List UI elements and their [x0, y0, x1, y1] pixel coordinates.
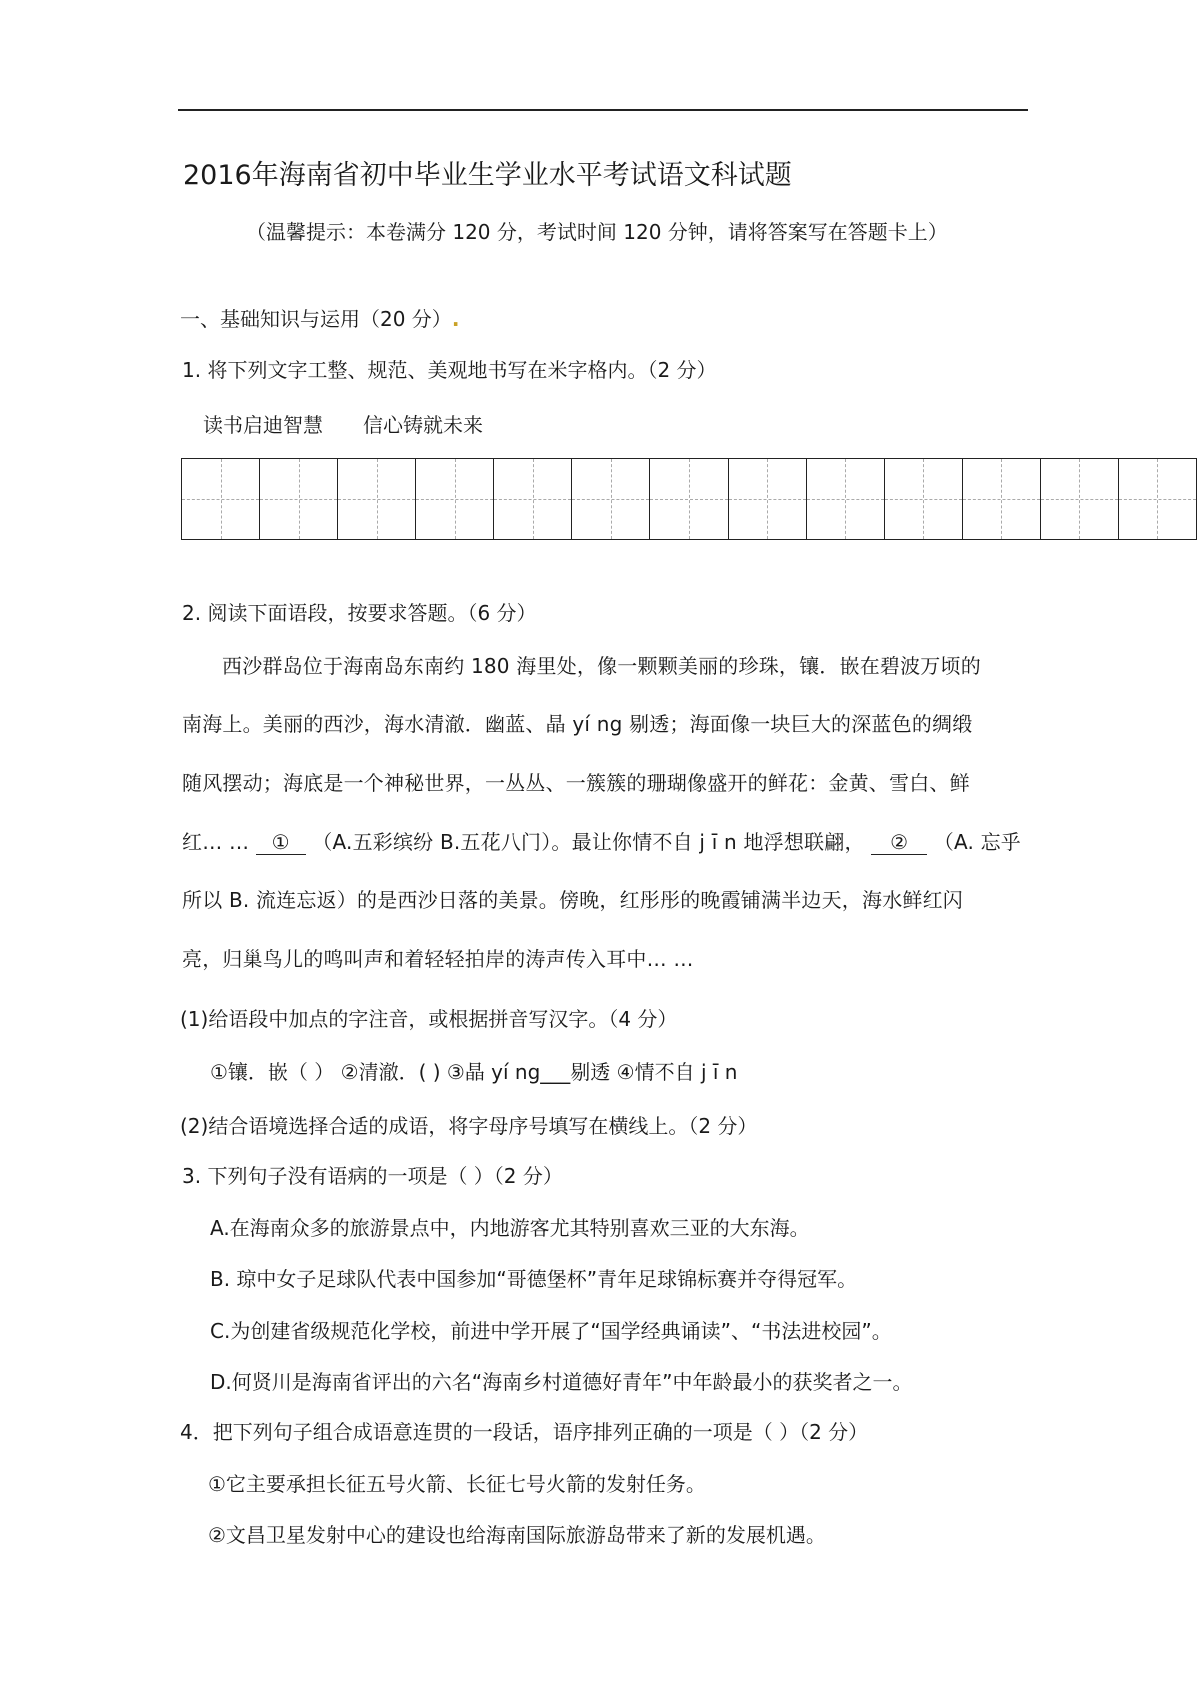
- grid-cell[interactable]: [729, 459, 807, 539]
- grid-cell[interactable]: [1041, 459, 1119, 539]
- writing-grid: [181, 458, 1197, 540]
- q2-sub2: (2)结合语境选择合适的成语，将字母序号填写在横线上。（2 分）: [180, 1114, 758, 1138]
- grid-cell[interactable]: [650, 459, 728, 539]
- grid-cell[interactable]: [572, 459, 650, 539]
- q4-item-2: ②文昌卫星发射中心的建设也给海南国际旅游岛带来了新的发展机遇。: [208, 1523, 826, 1547]
- q4-prompt: 4．把下列句子组合成语意连贯的一段话，语序排列正确的一项是（ ）（2 分）: [180, 1420, 869, 1444]
- q2-line4-c: （A. 忘乎: [933, 830, 1022, 854]
- section-heading: [180, 303, 459, 332]
- q3-prompt: 3. 下列句子没有语病的一项是（ ）（2 分）: [182, 1164, 563, 1188]
- section-heading-text: 一、基础知识与运用（20 分）: [180, 307, 452, 331]
- top-rule: [178, 109, 1028, 111]
- grid-cell[interactable]: [182, 459, 260, 539]
- q2-passage-line-2: 南海上。美丽的西沙，海水清澈．幽蓝、晶 yí ng 剔透；海面像一块巨大的深蓝色的绸缎: [182, 712, 973, 736]
- q2-passage-line-3: 随风摆动；海底是一个神秘世界，一丛丛、一簇簇的珊瑚像盛开的鲜花：金黄、雪白、鲜: [182, 771, 970, 795]
- q2-line4-a: 红… …: [182, 830, 250, 854]
- q2-sub1: (1)给语段中加点的字注音，或根据拼音写汉字。（4 分）: [180, 1007, 678, 1031]
- q3-option-b: B. 琼中女子足球队代表中国参加“哥德堡杯”青年足球锦标赛并夺得冠军。: [210, 1267, 858, 1291]
- q2-passage-line-6: 亮，归巢鸟儿的鸣叫声和着轻轻拍岸的涛声传入耳中… …: [182, 947, 694, 971]
- q2-passage-line-4: [182, 826, 1021, 855]
- grid-cell[interactable]: [1119, 459, 1196, 539]
- q3-option-a: A.在海南众多的旅游景点中，内地游客尤其特别喜欢三亚的大东海。: [210, 1216, 810, 1240]
- grid-cell[interactable]: [494, 459, 572, 539]
- q1-prompt: 1. 将下列文字工整、规范、美观地书写在米字格内。（2 分）: [182, 358, 717, 382]
- grid-cell[interactable]: [338, 459, 416, 539]
- q3-option-d: D.何贤川是海南省评出的六名“海南乡村道德好青年”中年龄最小的获奖者之一。: [210, 1370, 913, 1394]
- grid-cell[interactable]: [260, 459, 338, 539]
- q2-prompt: 2. 阅读下面语段，按要求答题。（6 分）: [182, 601, 537, 625]
- exam-tip: （温馨提示：本卷满分 120 分，考试时间 120 分钟，请将答案写在答题卡上）: [246, 220, 948, 244]
- page-title: 2016年海南省初中毕业生学业水平考试语文科试题: [183, 160, 792, 191]
- q2-sub1-items: ①镶．嵌（ ） ②清澈．( ) ③晶 yí ng___剔透 ④情不自 j ī n: [210, 1060, 738, 1084]
- q4-item-1: ①它主要承担长征五号火箭、长征七号火箭的发射任务。: [208, 1472, 706, 1496]
- q2-passage-line-5: 所以 B. 流连忘返）的是西沙日落的美景。傍晚，红彤彤的晚霞铺满半边天，海水鲜红闪: [182, 888, 963, 912]
- q2-line4-b: （A.五彩缤纷 B.五花八门）。最让你情不自 j ī n 地浮想联翩，: [312, 830, 865, 854]
- q2-passage-line-1: 西沙群岛位于海南岛东南约 180 海里处，像一颗颗美丽的珍珠，镶．嵌在碧波万顷的: [222, 654, 981, 678]
- q1-text-a: 读书启迪智慧: [203, 413, 323, 437]
- blank-2[interactable]: ②: [871, 830, 927, 855]
- q3-option-c: C.为创建省级规范化学校，前进中学开展了“国学经典诵读”、“书法进校园”。: [210, 1319, 892, 1343]
- grid-cell[interactable]: [807, 459, 885, 539]
- blank-1[interactable]: ①: [256, 830, 306, 855]
- section-heading-dot: .: [451, 307, 460, 331]
- grid-cell[interactable]: [416, 459, 494, 539]
- grid-cell[interactable]: [885, 459, 963, 539]
- grid-cell[interactable]: [963, 459, 1041, 539]
- q1-text-b: 信心铸就未来: [363, 413, 483, 437]
